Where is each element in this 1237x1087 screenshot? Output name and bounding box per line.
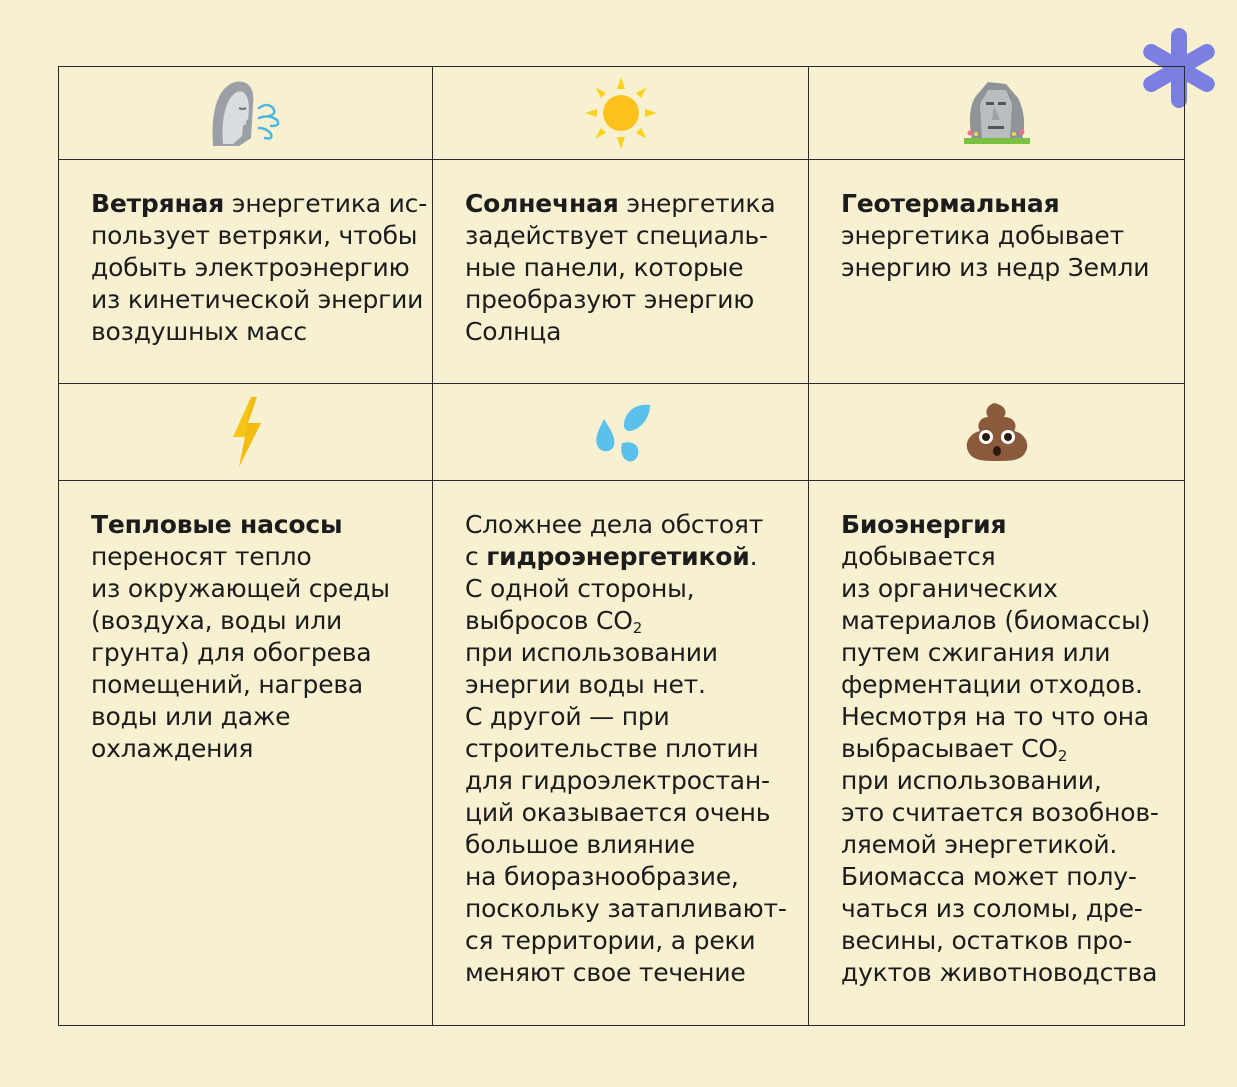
text-segment: добыть электроэнергию — [91, 253, 410, 282]
text-segment: ные панели, которые — [465, 253, 744, 282]
text-line — [841, 188, 1184, 220]
text-segment: выбросов CO — [465, 606, 633, 635]
solar-card — [433, 160, 809, 384]
droplets-icon — [590, 401, 652, 463]
text-segment: С одной стороны, — [465, 574, 695, 603]
text-segment: энергетика ис- — [224, 189, 428, 218]
text-line — [841, 669, 1184, 701]
bold-term: гидроэнергетикой — [486, 542, 750, 571]
text-line — [841, 701, 1184, 733]
wind-card — [58, 160, 433, 384]
text-segment: Биомасса может полу- — [841, 862, 1137, 891]
bio-card — [809, 481, 1185, 1026]
text-segment: из окружающей среды — [91, 574, 390, 603]
hydro-card — [433, 481, 809, 1026]
text-line — [465, 188, 808, 220]
text-segment: из органических — [841, 574, 1058, 603]
text-segment: воздушных масс — [91, 317, 307, 346]
bio-icon-cell — [809, 384, 1185, 481]
text-segment: энергетика добывает — [841, 221, 1124, 250]
text-line — [465, 669, 808, 701]
bold-term: Геотермальная — [841, 189, 1060, 218]
lightning-icon — [229, 397, 263, 467]
wind-face-icon — [209, 78, 283, 148]
text-line — [465, 541, 808, 573]
text-line — [91, 509, 432, 541]
text-segment: (воздуха, воды или — [91, 606, 343, 635]
text-segment: . — [749, 542, 758, 571]
text-line — [465, 957, 808, 989]
text-line — [465, 925, 808, 957]
geothermal-card — [809, 160, 1185, 384]
geothermal-icon-cell — [809, 66, 1185, 160]
text-line — [91, 541, 432, 573]
text-segment: ляемой энергетикой. — [841, 830, 1118, 859]
bold-term: Ветряная — [91, 189, 225, 218]
text-line — [465, 573, 808, 605]
hydro-icon-cell — [433, 384, 809, 481]
moai-icon — [962, 78, 1032, 148]
text-segment: энергию из недр Земли — [841, 253, 1150, 282]
text-line — [465, 701, 808, 733]
text-line — [841, 893, 1184, 925]
text-segment: чаться из соломы, дре- — [841, 894, 1143, 923]
text-line — [91, 573, 432, 605]
text-line — [91, 316, 432, 348]
text-segment: воды или даже — [91, 702, 291, 731]
text-line — [841, 829, 1184, 861]
text-segment: ся территории, а реки — [465, 926, 756, 955]
text-segment: Солнца — [465, 317, 562, 346]
text-line — [841, 573, 1184, 605]
bold-term: Солнечная — [465, 189, 619, 218]
text-line — [841, 637, 1184, 669]
text-segment: на биоразнообразие, — [465, 862, 739, 891]
text-segment: энергетика — [618, 189, 776, 218]
text-segment: дуктов животноводства — [841, 958, 1158, 987]
text-line — [841, 861, 1184, 893]
text-line — [465, 765, 808, 797]
text-segment: из кинетической энергии — [91, 285, 424, 314]
text-line — [841, 220, 1184, 252]
text-segment: ций оказывается очень — [465, 798, 771, 827]
text-line — [91, 701, 432, 733]
text-segment: при использовании — [465, 638, 718, 667]
text-line — [465, 605, 808, 637]
text-line — [91, 188, 432, 220]
text-line — [465, 733, 808, 765]
text-segment: задействует специаль- — [465, 221, 768, 250]
text-segment: для гидроэлектростан- — [465, 766, 770, 795]
bold-term: Тепловые насосы — [91, 510, 343, 539]
wind-icon-cell — [58, 66, 433, 160]
text-line — [841, 541, 1184, 573]
text-segment: Несмотря на то что она — [841, 702, 1150, 731]
text-line — [465, 893, 808, 925]
text-line — [841, 925, 1184, 957]
text-line — [841, 509, 1184, 541]
energy-grid — [58, 66, 1185, 1026]
text-segment: поскольку затапливают- — [465, 894, 787, 923]
text-segment: помещений, нагрева — [91, 670, 364, 699]
text-line — [465, 316, 808, 348]
text-line — [465, 252, 808, 284]
text-line — [841, 765, 1184, 797]
subscript: 2 — [632, 619, 643, 637]
text-line — [91, 669, 432, 701]
text-segment: при использовании, — [841, 766, 1102, 795]
text-line — [465, 829, 808, 861]
text-line — [841, 957, 1184, 989]
text-line — [465, 284, 808, 316]
text-line — [841, 605, 1184, 637]
text-segment: выбрасывает CO — [841, 734, 1058, 763]
text-segment: переносят тепло — [91, 542, 312, 571]
sun-icon-cell — [433, 66, 809, 160]
text-line — [91, 252, 432, 284]
text-segment: это считается возобнов- — [841, 798, 1159, 827]
text-segment: меняют свое течение — [465, 958, 746, 987]
text-line — [465, 637, 808, 669]
text-line — [465, 220, 808, 252]
text-line — [91, 605, 432, 637]
text-line — [465, 861, 808, 893]
text-segment: материалов (биомассы) — [841, 606, 1151, 635]
text-segment: путем сжигания или — [841, 638, 1111, 667]
text-line — [465, 797, 808, 829]
text-segment: грунта) для обогрева — [91, 638, 372, 667]
text-segment: пользует ветряки, чтобы — [91, 221, 418, 250]
subscript: 2 — [1057, 747, 1068, 765]
text-segment: ферментации отходов. — [841, 670, 1143, 699]
text-segment: охлаждения — [91, 734, 254, 763]
text-line — [91, 733, 432, 765]
text-segment: добывается — [841, 542, 996, 571]
text-segment: С другой — при — [465, 702, 670, 731]
text-segment: энергии воды нет. — [465, 670, 706, 699]
text-line — [841, 733, 1184, 765]
text-segment: преобразуют энергию — [465, 285, 755, 314]
text-segment: Сложнее дела обстоят — [465, 510, 764, 539]
poop-icon — [964, 401, 1030, 463]
text-segment: с — [465, 542, 487, 571]
text-line — [841, 252, 1184, 284]
text-segment: большое влияние — [465, 830, 695, 859]
text-line — [91, 220, 432, 252]
heat-pump-icon-cell — [58, 384, 433, 481]
bold-term: Биоэнергия — [841, 510, 1007, 539]
text-line — [91, 284, 432, 316]
sun-icon — [585, 77, 657, 149]
text-segment: весины, остатков про- — [841, 926, 1132, 955]
text-segment: строительстве плотин — [465, 734, 759, 763]
heat-pump-card — [58, 481, 433, 1026]
text-line — [91, 637, 432, 669]
text-line — [841, 797, 1184, 829]
text-line — [465, 509, 808, 541]
